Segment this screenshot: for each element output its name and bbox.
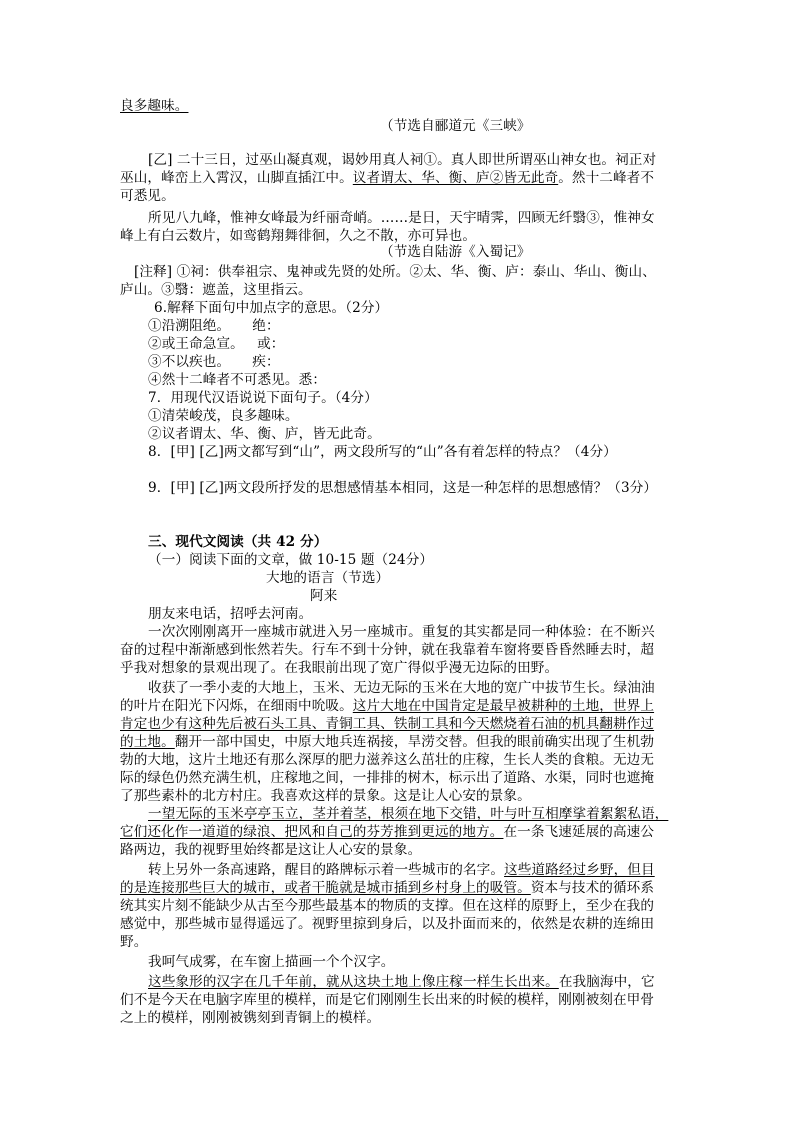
question-7: 7．用现代汉语说说下面句子。（4分） <box>148 390 378 406</box>
question-7-item-2: ②议者谓太、华、衡、庐，皆无此奇。 <box>148 426 381 442</box>
passage-a-last-line: 良多趣味。 <box>120 98 189 114</box>
question-6: 6.解释下面句中加点字的意思。（2分） <box>154 300 389 316</box>
question-8: 8．[甲] [乙]两文都写到“山”，两文段所写的“山”各有着怎样的特点？（4分） <box>148 444 617 460</box>
paragraph-7-line-1 <box>148 972 655 992</box>
underlined-sentence: 议者谓太、华、衡、庐②皆无此奇 <box>352 170 559 186</box>
paragraph-3-line-6: 际的绿色仍然充满生机，庄稼地之间，一排排的树木，标示出了道路、水渠，同时也遮掩 <box>120 770 655 786</box>
passage-b-line-1: [乙] 二十三日，过巫山凝真观，谒妙用真人祠①。真人即世所谓巫山神女也。祠正对 <box>148 152 657 168</box>
notes-line-1: [注释] ①祠：供奉祖宗、鬼神或先贤的处所。②太、华、衡、庐：泰山、华山、衡山、 <box>134 264 656 280</box>
question-6-item-1: ①沿溯阻绝。 绝： <box>148 318 280 334</box>
source-b: （节选自陆游《入蜀记》 <box>380 244 531 260</box>
notes-line-2: 庐山。③翳：遮盖，这里指云。 <box>120 282 312 298</box>
underlined-sentence: 这些道路经过乡野，但目 <box>504 862 655 878</box>
question-7-item-1: ①清荣峻茂，良多趣味。 <box>148 408 299 424</box>
underlined-sentence: 它们还化作一道道的绿浪、把风和自己的芬芳推到更远的地方。 <box>120 824 504 840</box>
article-author: 阿来 <box>310 588 338 604</box>
paragraph-7-line-2: 们不是今天在电脑字库里的模样，而是它们刚刚生长出来的时候的模样，刚刚被刻在甲骨 <box>120 992 655 1008</box>
paragraph-5-line-3: 统其实片刻不能缺少从古至今那些最基本的物质的支撑。但在这样的原野上，至少在我的 <box>120 898 655 914</box>
paragraph-3-line-5: 勃的大地，这片土地还有那么深厚的肥力滋养这么茁壮的庄稼，生长人类的食粮。无边无 <box>120 752 655 768</box>
paragraph-4-line-3: 路两边，我的视野里始终都是这让人心安的景象。 <box>120 842 422 858</box>
question-6-item-3: ③不以疾也。 疾： <box>148 354 280 370</box>
paragraph-7-line-3: 之上的模样，刚刚被镌刻到青铜上的模样。 <box>120 1010 381 1026</box>
underlined-sentence: 的土地。 <box>120 734 175 750</box>
paragraph-3-line-1: 收获了一季小麦的大地上，玉米、无边无际的玉米在大地的宽广中拔节生长。绿油油 <box>148 680 655 696</box>
passage-b-line-3: 可悉见。 <box>120 188 175 204</box>
text-span: 资本与技术的循环系 <box>530 880 655 896</box>
underlined-sentence: 的是连接那些巨大的城市，或者干脆就是城市插到乡村身上的吸管。 <box>120 880 531 896</box>
paragraph-3-line-3: 肯定也少有这种先后被石头工具、青铜工具、铁制工具和今天燃烧着石油的机具翻耕作过 <box>120 716 655 732</box>
underlined-sentence: 这些象形的汉字在几千年前，就从这块土地上像庄稼一样生长出来。 <box>148 974 559 990</box>
text-span: 转上另外一条高速路，醒目的路牌标示着一些城市的名字。 <box>148 862 505 878</box>
paragraph-5-line-5: 野。 <box>120 934 148 950</box>
section-heading: 三、现代文阅读（共 42 分） <box>148 534 328 550</box>
paragraph-2-line-2: 奋的过程中渐渐感到怅然若失。行车不到十分钟，就在我靠着车窗将要昏昏然睡去时，超 <box>120 642 655 658</box>
paragraph-3-line-2 <box>120 696 654 716</box>
paragraph-5-line-4: 感觉中，那些城市显得遥远了。视野里掠到身后，以及扑面而来的，依然是农耕的连绵田 <box>120 916 655 932</box>
article-title: 大地的语言（节选） <box>266 570 390 586</box>
paragraph-2-line-1: 一次次刚刚离开一座城市就进入另一座城市。重复的其实都是同一种体验：在不断兴 <box>148 624 655 640</box>
paragraph-3-line-7: 了那些素朴的北方村庄。我喜欢这样的景象。这是让人心安的景象。 <box>120 788 531 804</box>
passage-b-line-5: 峰上有白云数片，如鸾鹤翔舞徘徊，久之不散，亦可异也。 <box>120 228 477 244</box>
text-span: 。然十二峰者不 <box>558 170 655 186</box>
underlined-sentence: 这片大地在中国肯定是最早被耕种的土地，世界上 <box>352 698 655 714</box>
paragraph-5-line-2 <box>120 878 654 898</box>
paragraph-6: 我呵气成雾，在车窗上描画一个个汉字。 <box>148 954 395 970</box>
question-6-item-2: ②或王命急宣。 或： <box>148 336 285 352</box>
question-9: 9．[甲] [乙]两文段所抒发的思想感情基本相同，这是一种怎样的思想感情？（3分） <box>148 480 658 496</box>
paragraph-4-line-1: 一望无际的玉米亭亭玉立，茎并着茎，根须在地下交错，叶与叶互相摩挲着絮絮私语， <box>148 806 669 822</box>
paragraph-4-line-2 <box>120 822 654 842</box>
paragraph-5-line-1 <box>148 860 655 880</box>
passage-b-line-4: 所见八九峰，惟神女峰最为纤丽奇峭。……是日，天宇晴霁，四顾无纤翳③，惟神女 <box>148 210 655 226</box>
text-span: 巫山，峰峦上入霄汉，山脚直插江中。 <box>120 170 353 186</box>
paragraph-1: 朋友来电话，招呼去河南。 <box>148 606 313 622</box>
text-span: 在一条飞速延展的高速公 <box>503 824 655 840</box>
text-span: 翻开一部中国史，中原大地兵连祸接，旱涝交替。但我的眼前确实出现了生机勃 <box>174 734 655 750</box>
text-span: 的叶片在阳光下闪烁，在细雨中吮吸。 <box>120 698 353 714</box>
paragraph-2-line-3: 乎我对想象的景观出现了。在我眼前出现了宽广得似乎漫无边际的田野。 <box>120 660 559 676</box>
text-span: 在我脑海中，它 <box>558 974 655 990</box>
question-6-item-4: ④然十二峰者不可悉见。悉： <box>148 372 327 388</box>
paragraph-3-line-4 <box>120 732 654 752</box>
source-a: （节选自郦道元《三峡》 <box>380 118 531 134</box>
passage-b-line-2 <box>120 168 654 188</box>
section-subheading: （一）阅读下面的文章，做 10-15 题（24分） <box>148 552 434 568</box>
